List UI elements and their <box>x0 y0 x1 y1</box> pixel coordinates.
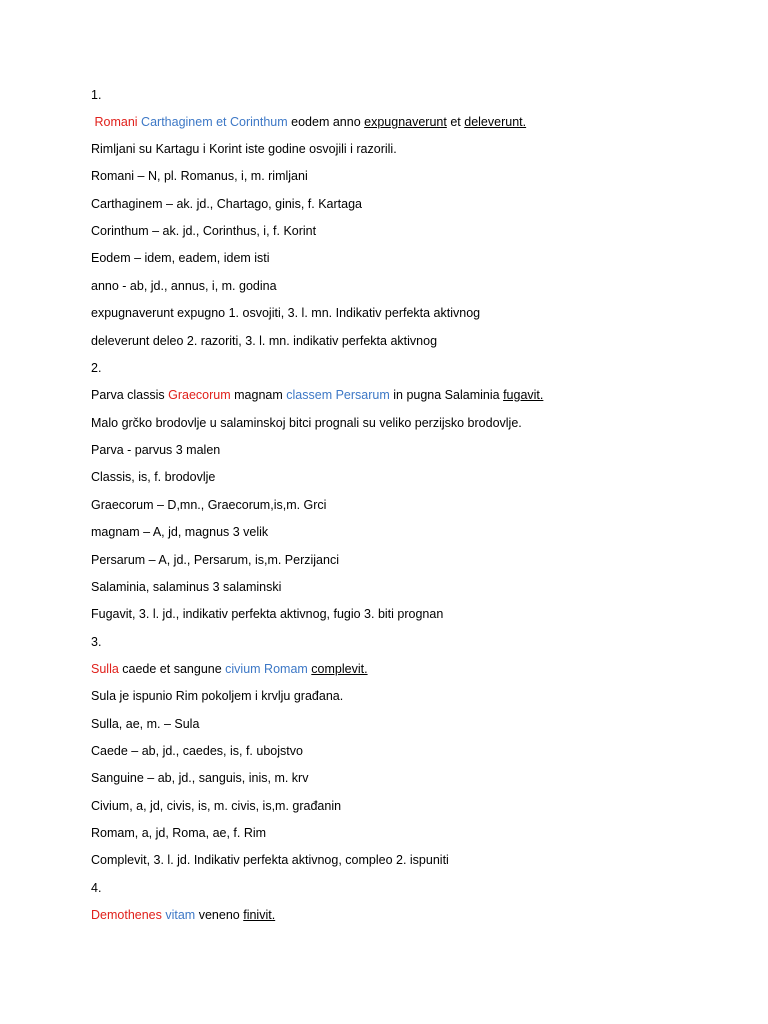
latin-word-veneno: veneno <box>198 908 240 922</box>
latin-word-magnam: magnam <box>234 388 283 402</box>
latin-word-fugavit: fugavit. <box>503 388 544 402</box>
section-1-vocab-line: anno - ab, jd., annus, i, m. godina <box>91 279 277 293</box>
section-2-latin-sentence <box>91 387 543 403</box>
latin-word-expugnaverunt: expugnaverunt <box>364 115 447 129</box>
latin-word-romani: Romani <box>94 115 138 129</box>
section-3-vocab-line: Complevit, 3. l. jd. Indikativ perfekta aktivnog, compleo 2. ispuniti <box>91 853 449 867</box>
section-2-vocab-line: Salaminia, salaminus 3 salaminski <box>91 580 282 594</box>
latin-word-deleverunt: deleverunt. <box>464 115 527 129</box>
section-2-vocab-line: Fugavit, 3. l. jd., indikativ perfekta aktivnog, fugio 3. biti prognan <box>91 607 444 621</box>
section-4-latin-sentence <box>91 907 275 923</box>
section-2-vocab-line: Parva - parvus 3 malen <box>91 443 221 457</box>
latin-word-vitam: vitam <box>165 908 196 922</box>
section-1-vocab-line: Corinthum – ak. jd., Corinthus, i, f. Korint <box>91 224 317 238</box>
section-2-vocab-line: magnam – A, jd, magnus 3 velik <box>91 525 269 539</box>
section-1-vocab-line: deleverunt deleo 2. razoriti, 3. l. mn. indikativ perfekta aktivnog <box>91 334 438 348</box>
section-2-translation: Malo grčko brodovlje u salaminskoj bitci prognali su veliko perzijsko brodovlje. <box>91 416 522 430</box>
section-1-vocab-line: Carthaginem – ak. jd., Chartago, ginis, f. Kartaga <box>91 197 362 211</box>
section-1-latin-sentence <box>91 114 526 130</box>
latin-word-civium: civium Romam <box>225 662 308 676</box>
latin-word-eodem: eodem anno <box>291 115 361 129</box>
latin-word-carthaginem: Carthaginem et Corinthum <box>141 115 288 129</box>
section-2-vocab-line: Persarum – A, jd., Persarum, is,m. Perzijanci <box>91 553 339 567</box>
latin-word-parva: Parva classis <box>91 388 165 402</box>
section-3-translation: Sula je ispunio Rim pokoljem i krvlju građana. <box>91 689 344 703</box>
section-2-vocab-line: Graecorum – D,mn., Graecorum,is,m. Grci <box>91 498 327 512</box>
latin-word-demothenes: Demothenes <box>91 908 162 922</box>
latin-word-graecorum: Graecorum <box>168 388 231 402</box>
latin-word-finivit: finivit. <box>243 908 276 922</box>
section-1-translation: Rimljani su Kartagu i Korint iste godine osvojili i razorili. <box>91 142 397 156</box>
latin-word-et: et <box>450 115 461 129</box>
section-3-vocab-line: Caede – ab, jd., caedes, is, f. ubojstvo <box>91 744 303 758</box>
section-3-vocab-line: Sulla, ae, m. – Sula <box>91 717 200 731</box>
section-3-number: 3. <box>91 635 102 649</box>
section-2-number: 2. <box>91 361 102 375</box>
section-1-vocab-line: Eodem – idem, eadem, idem isti <box>91 251 270 265</box>
section-2-vocab-line: Classis, is, f. brodovlje <box>91 470 216 484</box>
latin-word-complevit: complevit. <box>311 662 368 676</box>
section-3-vocab-line: Romam, a, jd, Roma, ae, f. Rim <box>91 826 267 840</box>
section-3-vocab-line: Sanguine – ab, jd., sanguis, inis, m. krv <box>91 771 309 785</box>
section-3-latin-sentence <box>91 661 368 677</box>
section-1-vocab-line: Romani – N, pl. Romanus, i, m. rimljani <box>91 169 308 183</box>
latin-word-in-pugna: in pugna Salaminia <box>393 388 500 402</box>
section-1-number: 1. <box>91 88 102 102</box>
section-1-vocab-line: expugnaverunt expugno 1. osvojiti, 3. l. mn. Indikativ perfekta aktivnog <box>91 306 481 320</box>
latin-word-classem: classem Persarum <box>286 388 390 402</box>
latin-word-sulla: Sulla <box>91 662 119 676</box>
section-4-number: 4. <box>91 881 102 895</box>
section-3-vocab-line: Civium, a, jd, civis, is, m. civis, is,m. građanin <box>91 799 342 813</box>
latin-word-caede: caede et sangune <box>122 662 222 676</box>
